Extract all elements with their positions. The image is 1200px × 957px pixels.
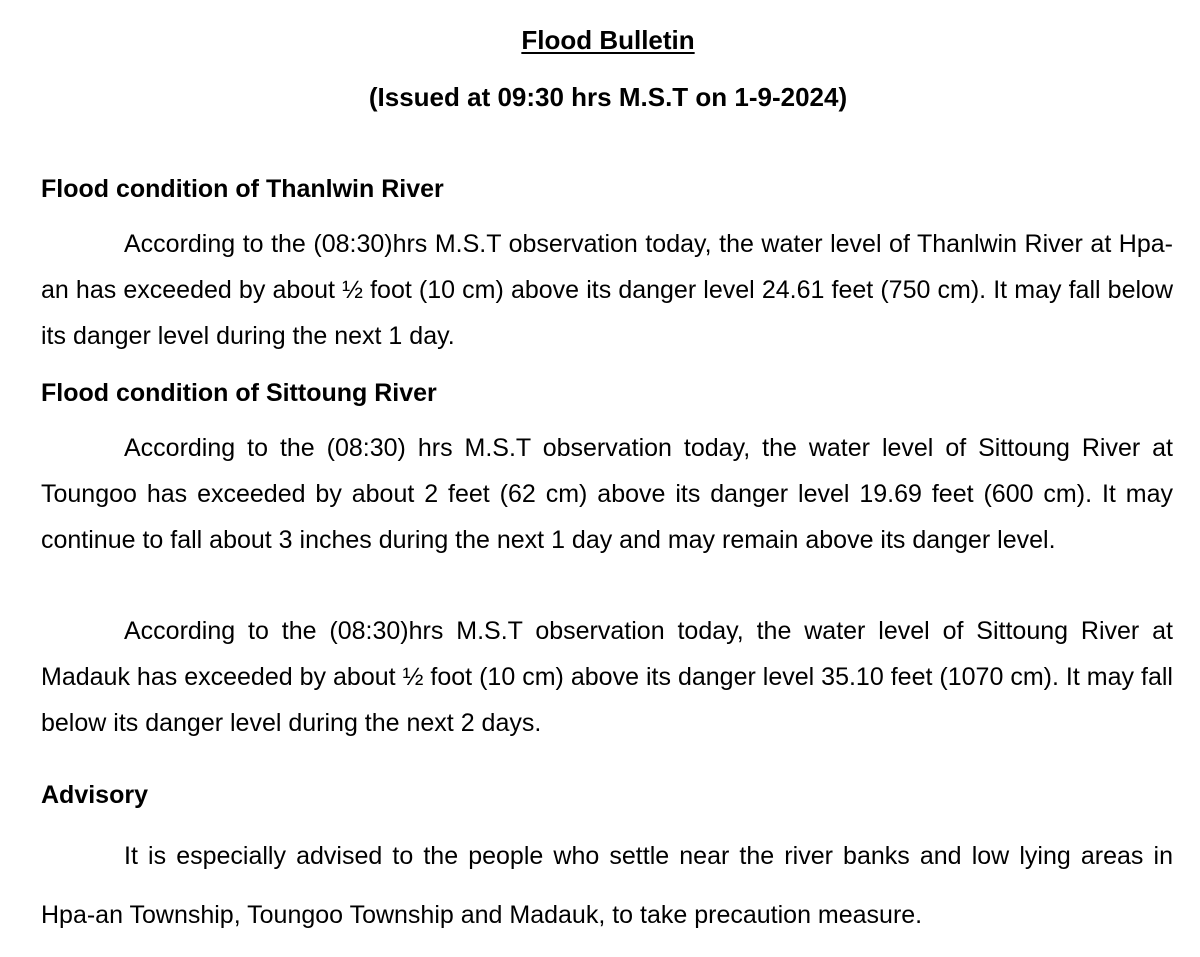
paragraph-sittoung-madauk: According to the (08:30)hrs M.S.T observation today, the water level of Sittoung River at Madauk has exceeded by about ½ foot (10 cm) above its danger level 35.10 feet (1070 cm). It may fall below its danger level during the next 2 days.	[41, 617, 1173, 737]
bulletin-title: Flood Bulletin	[521, 25, 695, 55]
issued-timestamp: (Issued at 09:30 hrs M.S.T on 1-9-2024)	[368, 82, 848, 112]
paragraph-advisory: It is especially advised to the people who settle near the river banks and low lying areas in Hpa-an Township, Toungoo Township and Madauk, to take precaution measure.	[41, 842, 1173, 929]
paragraph-sittoung-toungoo: According to the (08:30) hrs M.S.T observation today, the water level of Sittoung River at Toungoo has exceeded by about 2 feet (62 cm) above its danger level 19.69 feet (600 cm). It may continue to fall about 3 inches during the next 1 day and may remain above its danger level.	[41, 434, 1173, 554]
section-heading-advisory: Advisory	[41, 781, 148, 809]
section-heading-sittoung: Flood condition of Sittoung River	[41, 379, 437, 407]
section-heading-thanlwin: Flood condition of Thanlwin River	[41, 175, 444, 203]
paragraph-thanlwin-hpa-an: According to the (08:30)hrs M.S.T observation today, the water level of Thanlwin River at Hpa-an has exceeded by about ½ foot (10 cm) above its danger level 24.61 feet (750 cm). It may fall below its danger level during the next 1 day.	[41, 230, 1173, 350]
